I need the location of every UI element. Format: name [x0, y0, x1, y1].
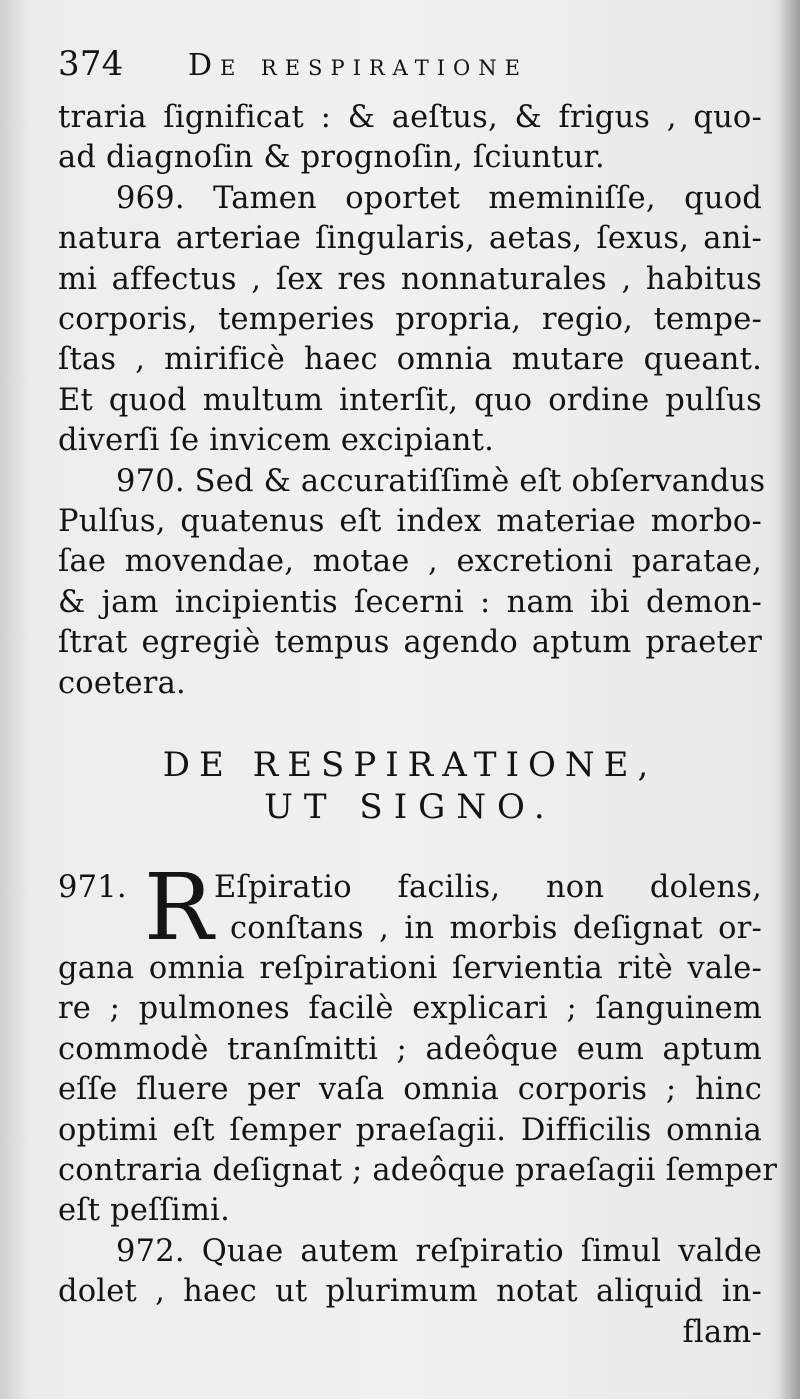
paragraph-970-line: Pulſus, quatenus eſt index materiae morbo-: [58, 504, 762, 540]
paragraph-969-line: Et quod multum interſit, quo ordine pulſus: [58, 382, 762, 418]
section-heading: DE RESPIRATIONE,: [162, 745, 658, 786]
drop-cap: R: [144, 854, 214, 962]
paragraph-970-line: 970. Sed & accuratiſſimè eſt obſervandus: [116, 463, 766, 499]
page-number: 374: [58, 44, 124, 84]
paragraph-971-line: eſt peſſimi.: [58, 1193, 230, 1229]
paragraph-971-line: Eſpiratio facilis, non dolens,: [214, 870, 762, 906]
paragraph-969-line: ſtas , mirificè haec omnia mutare queant.: [58, 342, 762, 378]
paragraph-971-line: re ; pulmones facilè explicari ; ſanguinem: [58, 991, 762, 1027]
page-header: [58, 44, 762, 98]
paragraph-969-line: 969. Tamen oportet meminiſſe, quod: [116, 180, 762, 216]
paragraph-970-line: coetera.: [58, 665, 186, 701]
paragraph-970-line: ſtrat egregiè tempus agendo aptum praeter: [58, 625, 762, 661]
page-edge-shadow: [778, 0, 800, 1399]
paragraph-972-line: dolet , haec ut plurimum notat aliquid in-: [58, 1274, 762, 1310]
paragraph-number: 971.: [58, 870, 127, 906]
paragraph-972-line: 972. Quae autem reſpiratio ſimul valde: [116, 1233, 762, 1269]
paragraph-971-line: commodè tranſmitti ; adeôque eum aptum: [58, 1031, 762, 1067]
paragraph-969-line: mi affectus , ſex res nonnaturales , habitus: [58, 261, 762, 297]
paragraph-969-line: diverſi ſe invicem excipiant.: [58, 423, 494, 459]
catchword: flam-: [682, 1314, 762, 1350]
paragraph-971: [58, 854, 778, 1232]
paragraph-970-line: & jam incipientis ſecerni : nam ibi demon-: [58, 584, 762, 620]
paragraph-970-line: ſae movendae, motae , excretioni paratae,: [58, 544, 762, 580]
paragraph-971-line: eſſe fluere per vaſa omnia corporis ; hinc: [58, 1072, 762, 1108]
text-line: traria ſignificat : & aeſtus, & frigus , quo-: [58, 100, 762, 135]
page-text: [58, 44, 778, 1353]
paragraph-971-line: contraria deſignat ; adeôque praeſagii ſemper: [58, 1152, 778, 1188]
paragraph-969-line: corporis, temperies propria, regio, tempe-: [58, 302, 762, 338]
text-line: ad diagnoſin & prognoſin, ſciuntur.: [58, 140, 605, 176]
section-subheading: UT SIGNO.: [264, 787, 556, 828]
running-head: De respiratione: [188, 48, 528, 83]
paragraph-971-line: gana omnia reſpirationi ſervientia ritè vale-: [58, 950, 762, 986]
paragraph-969-line: natura arteriae ſingularis, aetas, ſexus, ani-: [58, 221, 762, 257]
spacer: [58, 704, 762, 744]
paragraph-971-line: conſtans , in morbis deſignat or-: [230, 910, 762, 946]
paragraph-971-line: optimi eſt ſemper praeſagii. Difficilis omnia: [58, 1112, 762, 1148]
